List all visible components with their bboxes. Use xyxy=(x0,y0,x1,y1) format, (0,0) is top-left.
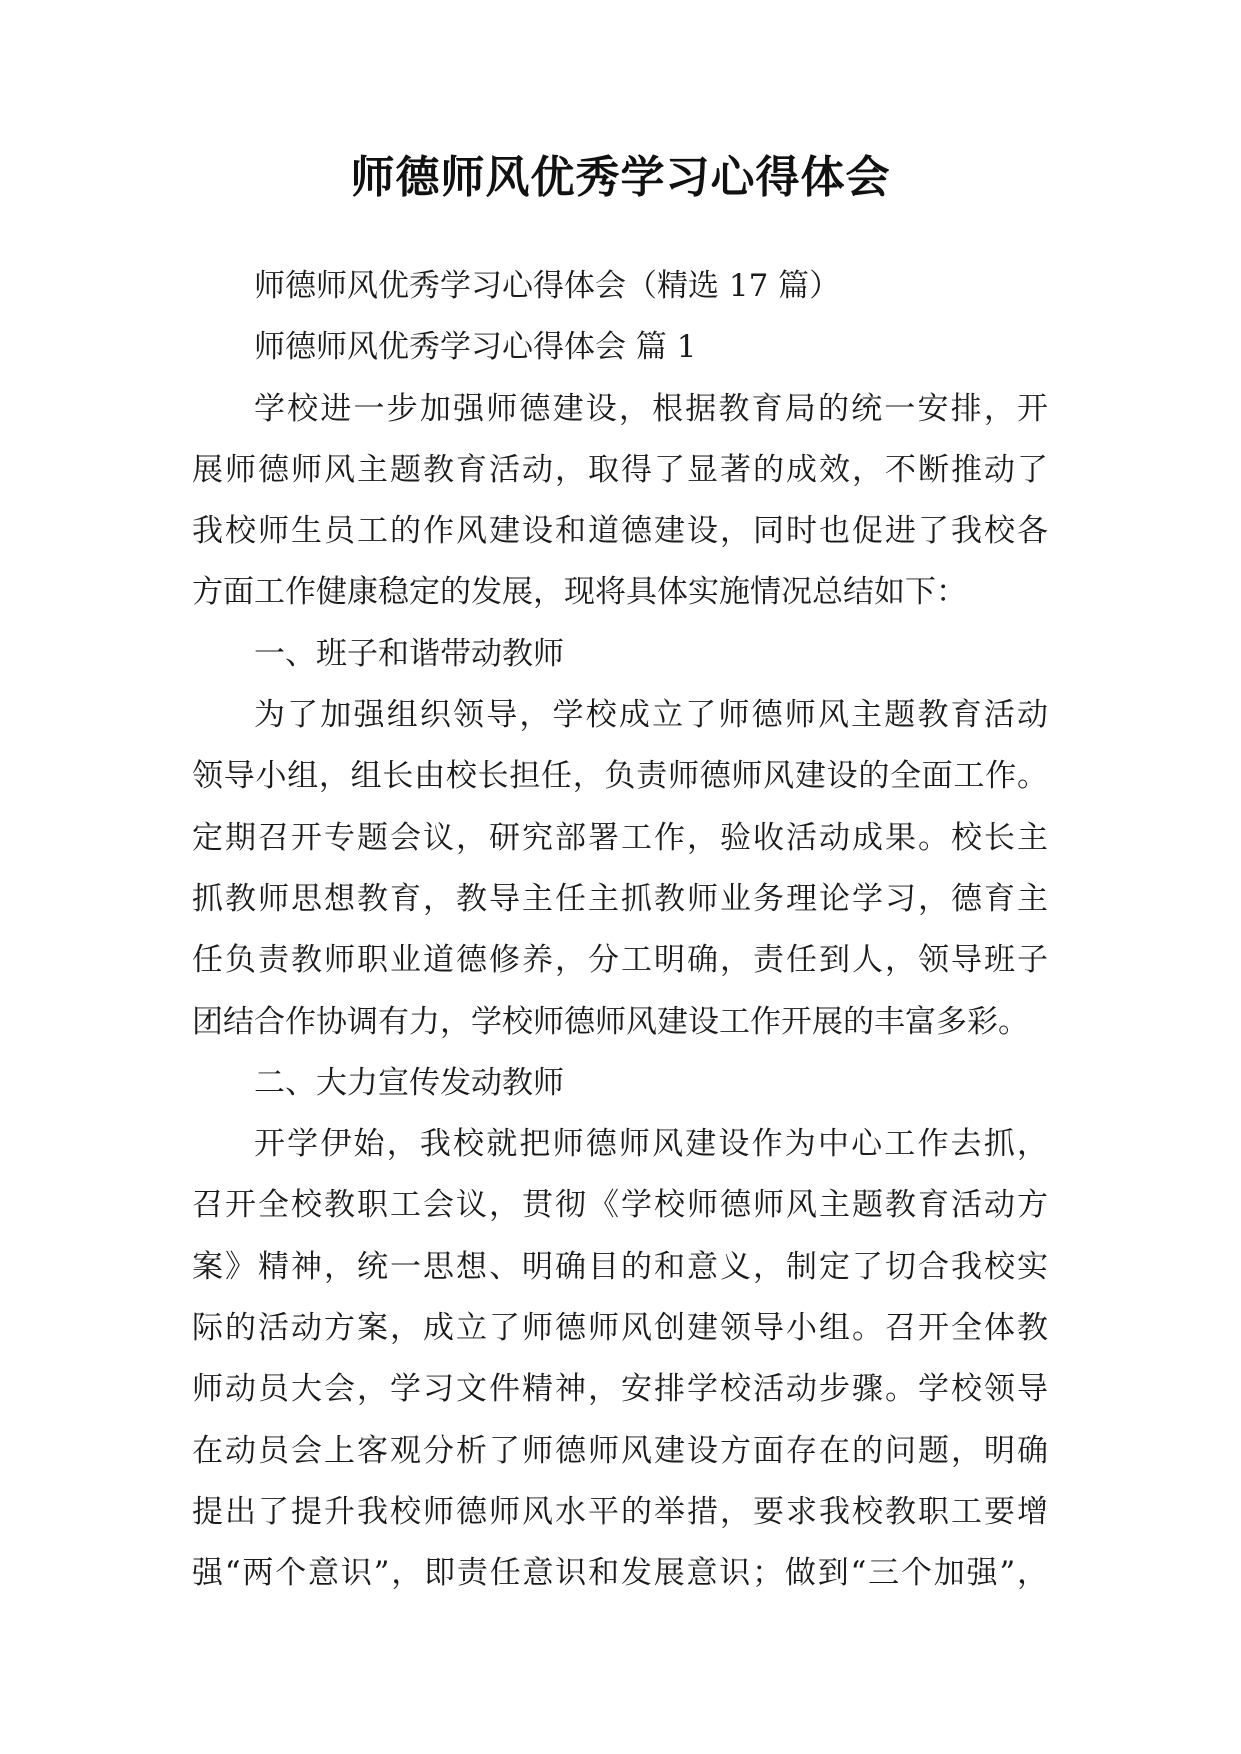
paragraph-line: 任负责教师职业道德修养，分工明确，责任到人，领导班子 xyxy=(192,942,1048,979)
paragraph-line: 团结合作协调有力，学校师德师风建设工作开展的丰富多彩。 xyxy=(192,1003,1029,1040)
paragraph-line: 开学伊始，我校就把师德师风建设作为中心工作去抓， xyxy=(254,1126,1048,1163)
paragraph-line: 强“两个意识”，即责任意识和发展意识；做到“三个加强”， xyxy=(192,1555,1048,1592)
paragraph-line: 学校进一步加强师德建设，根据教育局的统一安排，开 xyxy=(254,390,1048,427)
section-heading: 一、班子和谐带动教师 xyxy=(254,635,564,672)
paragraph-line: 展师德师风主题教育活动，取得了显著的成效，不断推动了 xyxy=(192,451,1048,488)
section-heading: 师德师风优秀学习心得体会 篇 1 xyxy=(254,329,697,366)
document-title: 师德师风优秀学习心得体会 xyxy=(350,152,891,203)
paragraph-line: 方面工作健康稳定的发展，现将具体实施情况总结如下： xyxy=(192,574,967,611)
paragraph-line: 领导小组，组长由校长担任，负责师德师风建设的全面工作。 xyxy=(192,758,1048,795)
section-heading: 二、大力宣传发动教师 xyxy=(254,1064,564,1101)
paragraph-line: 案》精神，统一思想、明确目的和意义，制定了切合我校实 xyxy=(192,1248,1048,1285)
subtitle-line: 师德师风优秀学习心得体会（精选 17 篇） xyxy=(254,268,841,304)
document-body xyxy=(192,256,1048,1605)
paragraph-line: 召开全校教职工会议，贯彻《学校师德师风主题教育活动方 xyxy=(192,1187,1048,1224)
paragraph-line: 际的活动方案，成立了师德师风创建领导小组。召开全体教 xyxy=(192,1310,1048,1347)
paragraph-line: 师动员大会，学习文件精神，安排学校活动步骤。学校领导 xyxy=(192,1371,1048,1408)
paragraph-line: 抓教师思想教育，教导主任主抓教师业务理论学习，德育主 xyxy=(192,880,1048,917)
paragraph-line: 在动员会上客观分析了师德师风建设方面存在的问题，明确 xyxy=(192,1432,1048,1469)
paragraph-line: 提出了提升我校师德师风水平的举措，要求我校教职工要增 xyxy=(192,1493,1048,1530)
paragraph-line: 为了加强组织领导，学校成立了师德师风主题教育活动 xyxy=(254,697,1048,734)
paragraph-line: 定期召开专题会议，研究部署工作，验收活动成果。校长主 xyxy=(192,819,1048,856)
paragraph-line: 我校师生员工的作风建设和道德建设，同时也促进了我校各 xyxy=(192,513,1048,550)
